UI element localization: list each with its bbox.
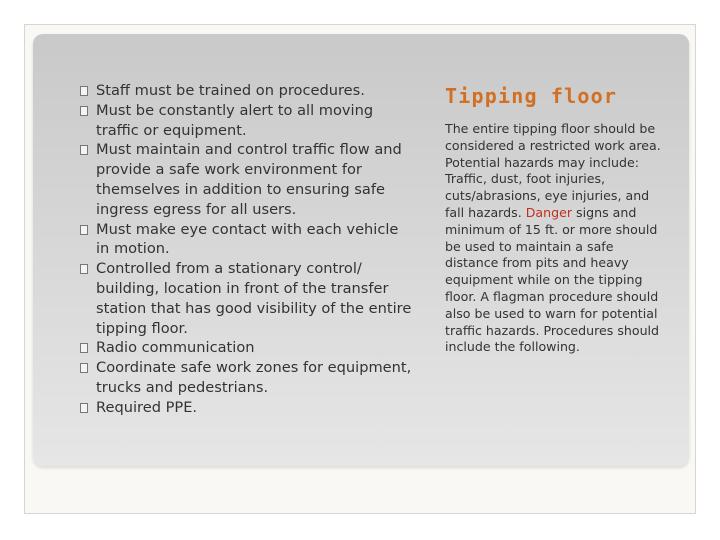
list-item-text: Radio communication (96, 339, 255, 357)
section-title: Tipping floor (445, 84, 618, 108)
list-item-text: Required PPE. (96, 398, 198, 416)
list-item-text: Must maintain and control traffic flow and provide a safe work environment for themselves in addition to ensuring safe ingress egress for all users. (96, 141, 402, 218)
square-bullet-icon (80, 403, 88, 413)
list-item (80, 398, 415, 418)
square-bullet-icon (80, 363, 88, 373)
square-bullet-icon (80, 225, 88, 235)
list-item (80, 140, 415, 219)
square-bullet-icon (80, 145, 88, 155)
danger-word: Danger (525, 204, 573, 220)
list-item-text: Must make eye contact with each vehicle in motion. (96, 220, 399, 258)
list-item-text: Controlled from a stationary control/ building, location in front of the transfer station that has good visibility of the entire tipping floor. (96, 260, 412, 337)
square-bullet-icon (80, 86, 88, 96)
list-item (80, 338, 415, 358)
right-column (445, 84, 670, 356)
list-item (80, 101, 415, 141)
list-item-text: Must be constantly alert to all moving traffic or equipment. (96, 101, 374, 139)
square-bullet-icon (80, 343, 88, 353)
body-text-before: The entire tipping floor should be considered a restricted work area. Potential hazards may include: Traffic, dust, foot injuries, cuts/abrasions, eye injuries, and fall hazards. (445, 121, 661, 220)
list-item-text: Coordinate safe work zones for equipment, trucks and pedestrians. (96, 359, 412, 396)
square-bullet-icon (80, 106, 88, 116)
body-paragraph (445, 121, 670, 356)
body-text-after: signs and minimum of 15 ft. or more should be used to maintain a safe distance from pits and heavy equipment while on the tipping floor. A flagman procedure should also be used to warn for potential traffic hazards. Procedures should include the following. (445, 204, 660, 355)
list-item (80, 259, 415, 338)
list-item (80, 358, 415, 398)
square-bullet-icon (80, 264, 88, 274)
list-item (80, 220, 415, 260)
list-item (80, 81, 415, 101)
list-item-text: Staff must be trained on procedures. (96, 82, 365, 99)
bullet-list (80, 81, 415, 418)
